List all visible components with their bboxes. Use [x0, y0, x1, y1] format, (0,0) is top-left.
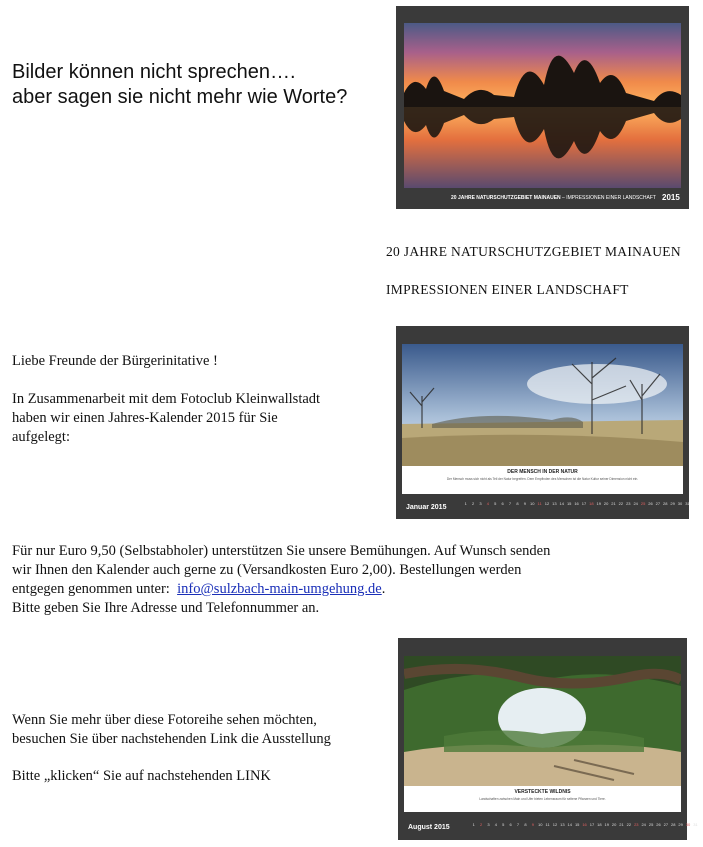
calendar-august-image [398, 638, 698, 840]
intro-paragraph [12, 390, 320, 447]
intro-line-1: In Zusammenarbeit mit dem Fotoclub Kleinwallstadt [12, 391, 321, 407]
order-line-1: Für nur Euro 9,50 (Selbstabholer) unterstützen Sie unsere Bemühungen. Auf Wunsch senden [12, 543, 551, 559]
meadow-trees-photo [402, 344, 683, 466]
meadow-illustration [402, 344, 683, 466]
headline [12, 60, 347, 110]
calendar-january-image [396, 326, 689, 519]
order-line-2: wir Ihnen den Kalender auch gerne zu (Versandkosten Euro 2,00). Bestellungen werden [12, 562, 522, 578]
cover-year: 2015 [662, 193, 680, 202]
sunset-lake-illustration [404, 23, 681, 188]
cover-footer [451, 195, 656, 201]
august-days-row: 1 2 3 4 5 6 7 8 9 10 11 12 13 14 15 16 17 18 19 20 21 22 23 24 25 26 27 28 29 30 31 [472, 822, 698, 827]
intro-line-3: aufgelegt: [12, 429, 70, 445]
more-line-2: besuchen Sie über nachstehenden Link die Ausstellung [12, 731, 331, 747]
august-photo-title: VERSTECKTE WILDNIS [514, 789, 571, 795]
january-caption-bar [402, 466, 683, 494]
calendar-caption-1: 20 JAHRE NATURSCHUTZGEBIET MAINAUEN [386, 244, 681, 259]
forest-illustration [404, 656, 681, 786]
january-month-label: Januar 2015 [406, 504, 447, 511]
order-line-3-prefix: entgegen genommen unter: [12, 581, 178, 597]
sunset-lake-photo [404, 23, 681, 188]
august-month-label: August 2015 [408, 824, 450, 831]
headline-line-1: Bilder können nicht sprechen…. [12, 61, 296, 83]
order-email-link[interactable]: info@sulzbach-main-umgehung.de [177, 581, 382, 597]
order-paragraph [12, 542, 550, 618]
order-line-4: Bitte geben Sie Ihre Adresse und Telefonnummer an. [12, 600, 320, 616]
order-line-3 [12, 580, 550, 599]
cover-subtitle: – IMPRESSIONEN EINER LANDSCHAFT [562, 195, 656, 201]
calendar-caption-2: IMPRESSIONEN EINER LANDSCHAFT [386, 282, 629, 297]
headline-line-2: aber sagen sie nicht mehr wie Worte? [12, 86, 348, 108]
january-days-row: 1 2 3 4 5 6 7 8 9 10 11 12 13 14 15 16 17 18 19 20 21 22 23 24 25 26 27 28 29 30 31 [464, 501, 690, 506]
click-link-instruction: Bitte „klicken“ Sie auf nachstehenden LINK [12, 768, 271, 784]
august-caption-bar [404, 786, 681, 812]
greeting: Liebe Freunde der Bürgerinitative ! [12, 353, 218, 369]
more-line-1: Wenn Sie mehr über diese Fotoreihe sehen möchten, [12, 712, 317, 728]
forest-river-photo [404, 656, 681, 786]
calendar-cover-image [396, 6, 689, 209]
order-line-3-suffix: . [381, 581, 386, 597]
more-info-paragraph [12, 711, 331, 749]
cover-title: 20 JAHRE NATURSCHUTZGEBIET MAINAUEN [451, 195, 561, 201]
august-photo-text: Landschaften zwischen Main und Ufer bieten Lebensraum für seltene Pflanzen und Tiere. [479, 797, 606, 801]
intro-line-2: haben wir einen Jahres-Kalender 2015 für Sie [12, 410, 278, 426]
january-photo-text: Der Mensch muss sich nicht als Teil der Natur begreifen. Dem Empfinden des Menschen ist die Natur Kultur seiner Dimension nicht ein. [446, 477, 639, 481]
january-photo-title: DER MENSCH IN DER NATUR [507, 469, 578, 475]
